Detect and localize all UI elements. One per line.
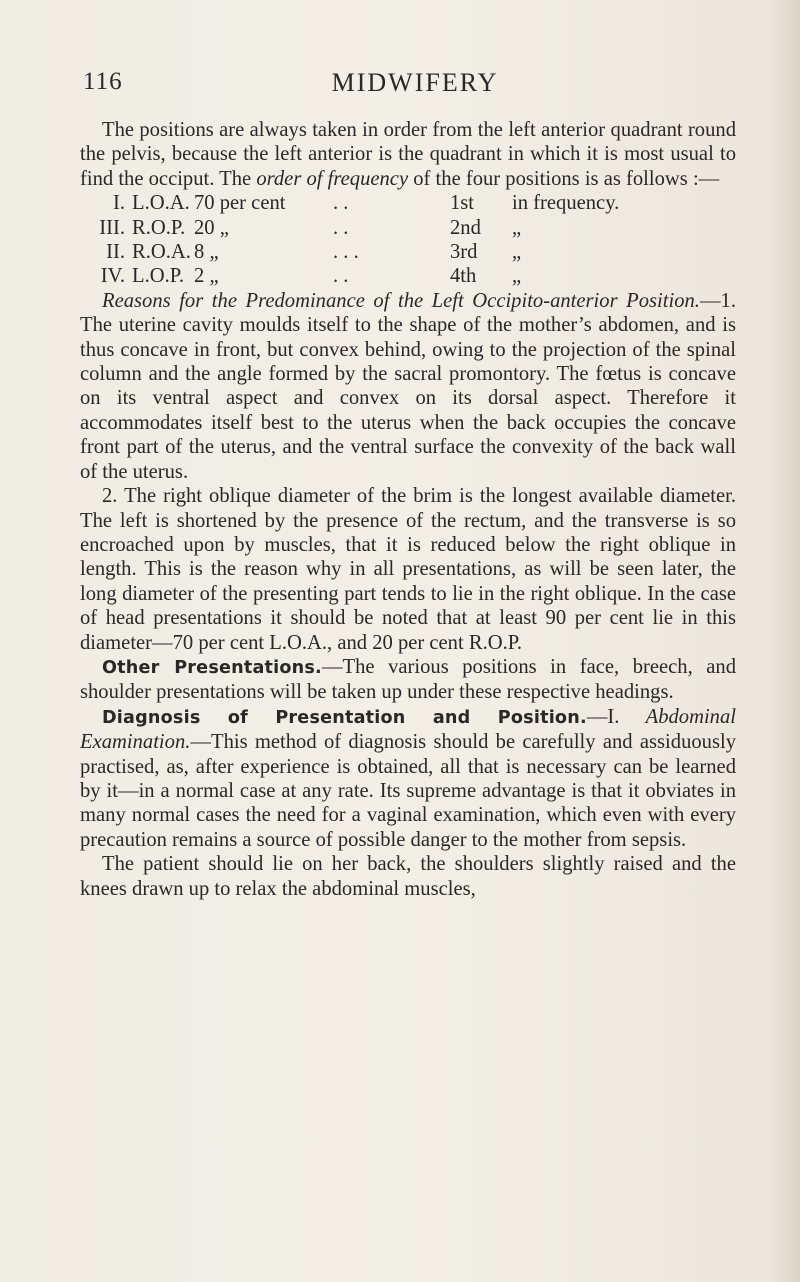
row-frequency-label: „ — [512, 216, 522, 239]
row-percent: 70 per cent — [194, 192, 286, 215]
section-heading-reasons: Reasons for the Predominance of the Left Occipito-anterior Position. — [102, 289, 700, 312]
table-row — [80, 264, 736, 288]
paragraph-text: The positions are always taken in order from the left anterior quadrant round the pelvis, because the left anterior is the quadrant in which it is most usual to find the occiput. The — [80, 119, 736, 190]
row-frequency-label: in frequency. — [512, 192, 620, 215]
row-position: L.O.A. — [132, 192, 190, 215]
row-frequency-label: „ — [512, 265, 522, 288]
frequency-table — [80, 191, 736, 289]
section-heading-other-presentations: Other Presentations. — [102, 657, 322, 678]
row-rank: 3rd — [450, 241, 478, 264]
row-leader-dots: . . — [333, 265, 349, 288]
row-frequency-label: „ — [512, 241, 522, 264]
table-row — [80, 191, 736, 215]
body-text — [80, 118, 736, 901]
paragraph-text: —I. — [586, 705, 646, 728]
row-leader-dots: . . — [333, 216, 349, 239]
row-rank: 1st — [450, 192, 475, 215]
paragraph-reasons — [80, 289, 736, 484]
row-position: L.O.P. — [132, 265, 185, 288]
running-head — [0, 68, 800, 104]
row-percent: 2 „ — [194, 265, 219, 288]
paragraph-text: The patient should lie on her back, the shoulders slightly raised and the knees drawn up to relax the abdominal muscles, — [80, 853, 736, 900]
emphasis-order-of-frequency: order of frequency — [256, 167, 409, 190]
paragraph-diagnosis — [80, 705, 736, 852]
row-rank: 4th — [450, 265, 477, 288]
paragraph-text: —1. The uterine cavity moulds itself to the shape of the mother’s abdomen, and is thus concave in front, but convex behind, owing to the projection of the spinal column and the angle formed by the sacral promontory. The fœtus is concave on its ventral aspect and convex on its dorsal aspect. Therefore it accommodates itself best to the uterus when the back occupies the concave front part of the uterus, and the ventral surface the convexity of the back wall of the uterus. — [80, 289, 736, 483]
paragraph-text: 2. The right oblique diameter of the brim is the longest available diameter. The left is shortened by the presence of the rectum, and the transverse is so encroached upon by muscles, that it is reduced below the right oblique in length. This is the reason why in all presentations, as will be seen later, the long diameter of the presenting part tends to lie in the right oblique. In the case of head presentations it should be noted that at least 90 per cent lie in this diameter—70 per cent L.O.A., and 20 per cent R.O.P. — [80, 485, 736, 654]
row-numeral: I. — [112, 192, 125, 215]
row-percent: 8 „ — [194, 241, 219, 264]
row-rank: 2nd — [450, 216, 481, 239]
paragraph-patient-position — [80, 852, 736, 901]
row-leader-dots: . . — [333, 192, 349, 215]
paragraph-text: of the four positions is as follows :— — [408, 167, 720, 190]
paragraph-text: —This method of diagnosis should be carefully and assiduously practised, as, after experience is obtained, all that is necessary can be learned by it—in a normal case at any rate. Its supreme advantage is that it obviates in many normal cases the need for a vaginal examination, which even with every precaution remains a source of possible danger to the mother from sepsis. — [80, 731, 736, 851]
section-heading-diagnosis: Diagnosis of Presentation and Position. — [102, 707, 587, 728]
paragraph-text: —The various positions in face, breech, and shoulder presentations will be taken up under these respective headings. — [80, 655, 736, 704]
subheading-abdominal-examination: Abdominal Examination. — [80, 705, 736, 754]
row-leader-dots: . . . — [333, 241, 359, 264]
running-title: MIDWIFERY — [331, 68, 499, 97]
paragraph-right-oblique — [80, 484, 736, 655]
paragraph-positions-order — [80, 118, 736, 191]
row-numeral: II. — [106, 241, 125, 264]
row-position: R.O.P. — [132, 216, 186, 239]
row-percent: 20 „ — [194, 216, 229, 239]
table-row — [80, 216, 736, 240]
row-position: R.O.A. — [132, 241, 191, 264]
row-numeral: III. — [99, 216, 125, 239]
table-row — [80, 240, 736, 264]
page-number: 116 — [83, 68, 123, 95]
paragraph-other-presentations — [80, 655, 736, 705]
row-numeral: IV. — [100, 265, 125, 288]
